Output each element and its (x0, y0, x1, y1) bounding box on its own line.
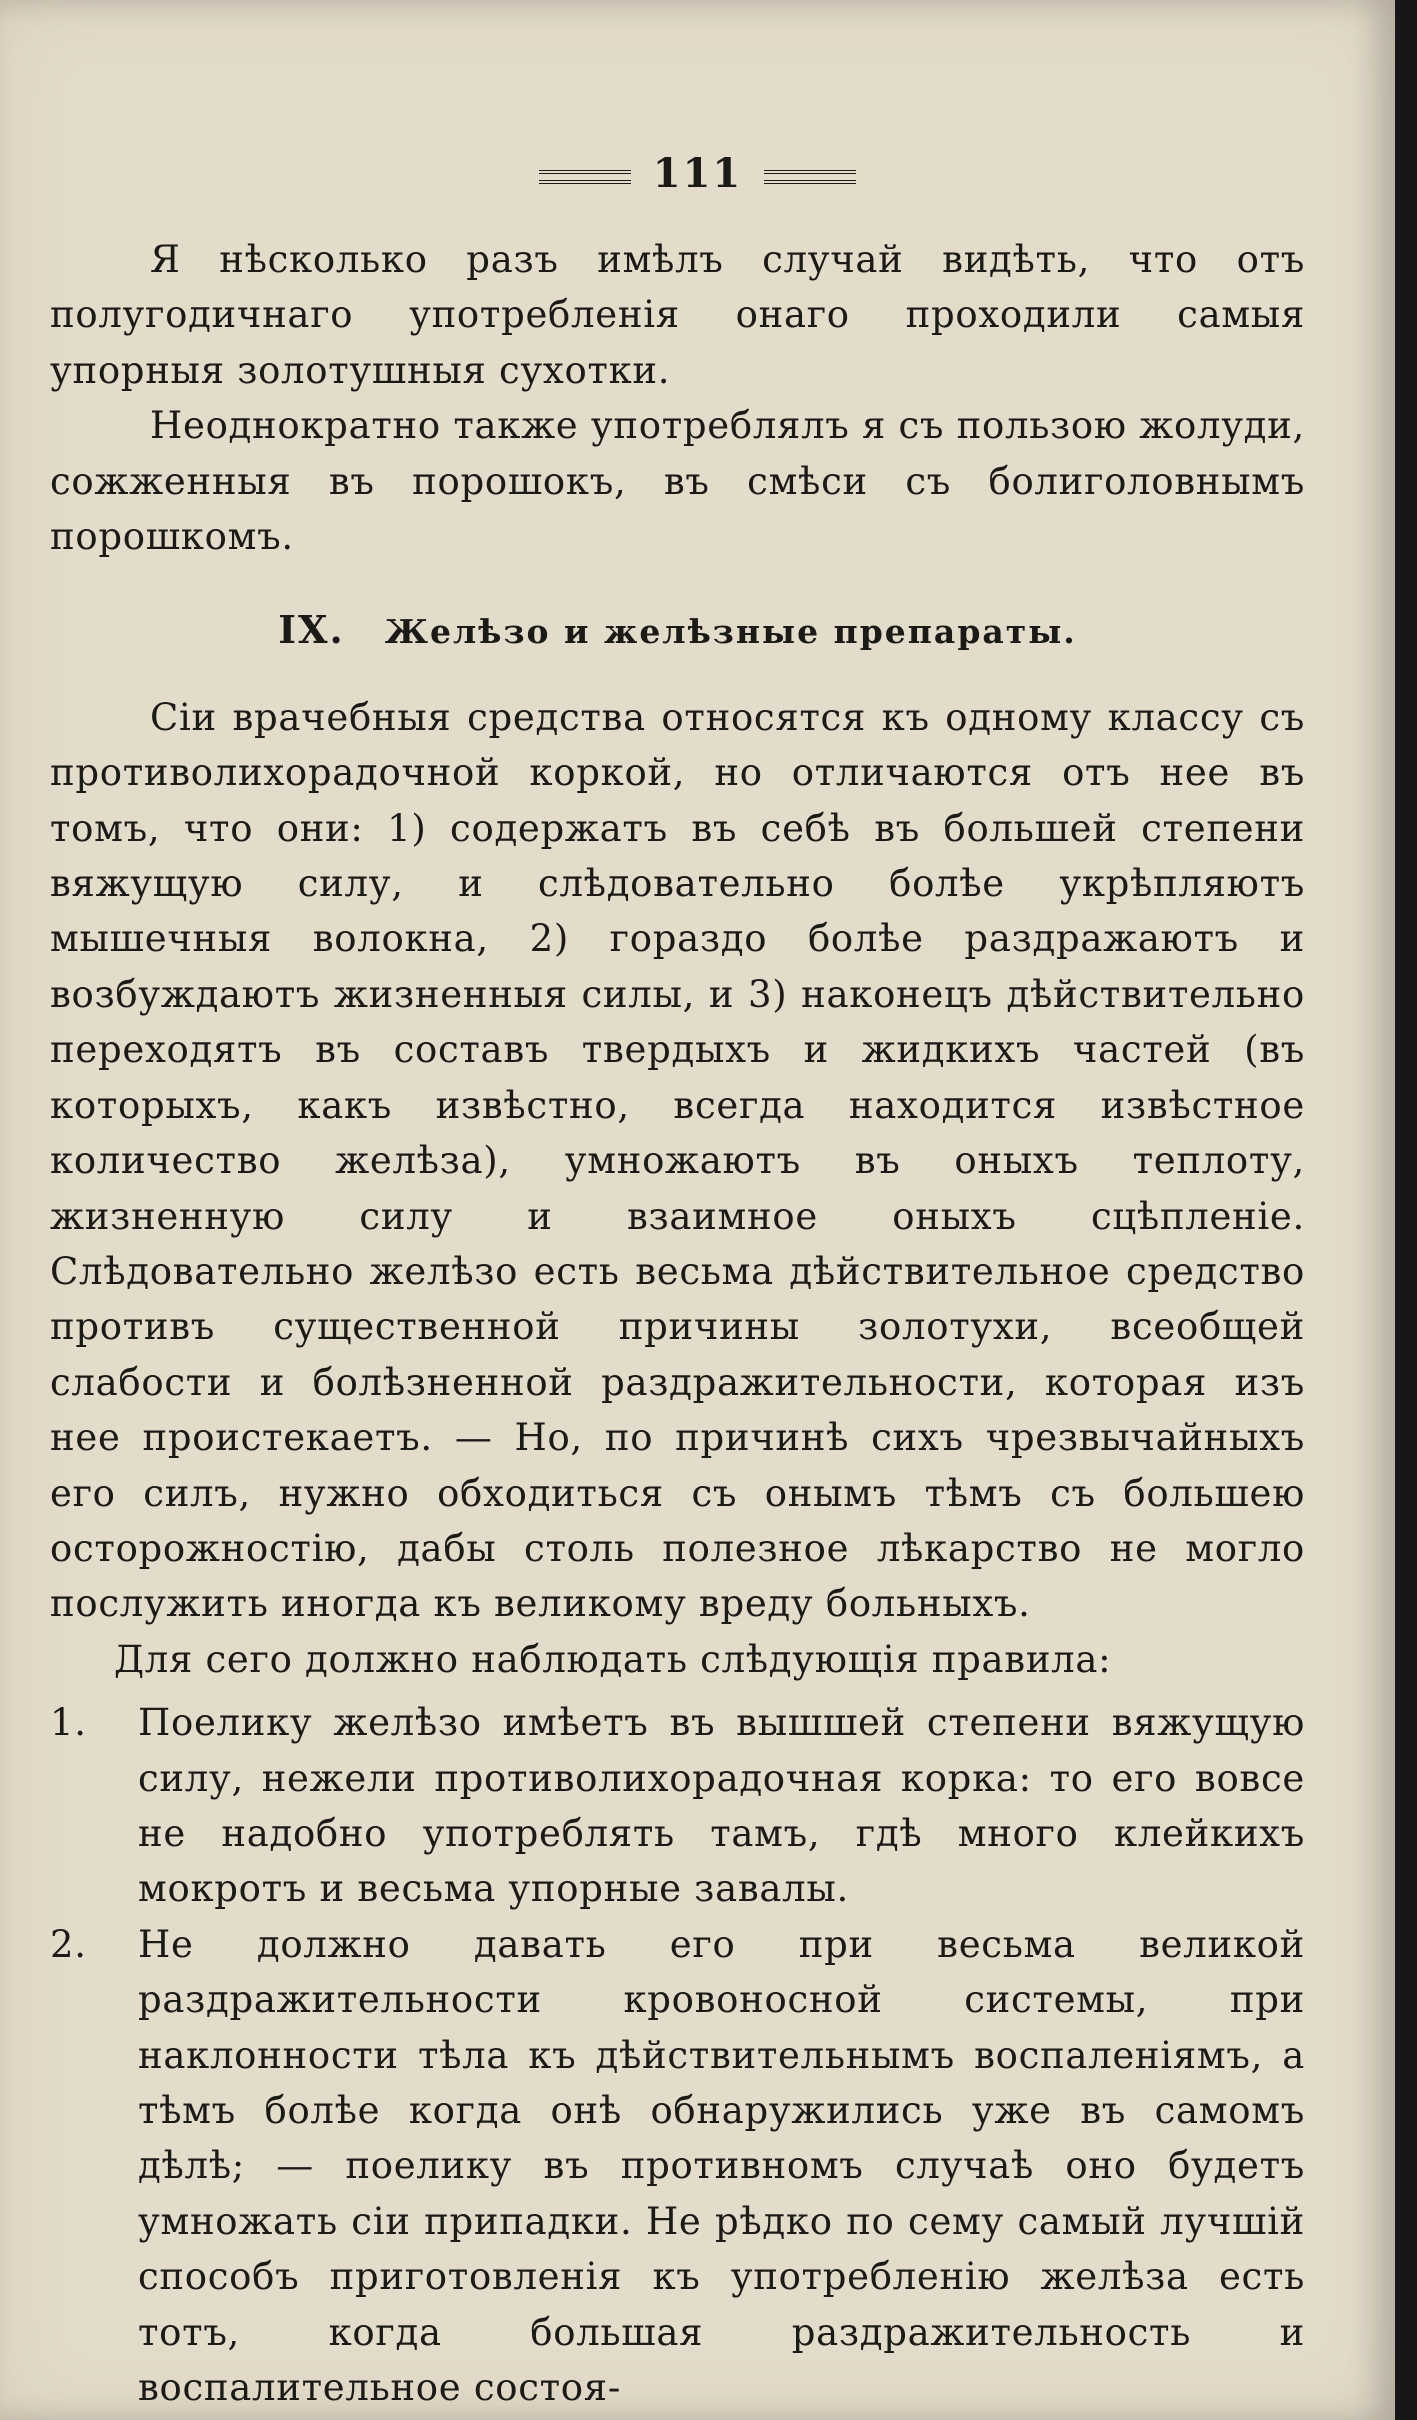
rule-item (50, 1695, 1305, 1917)
paragraph: Я нѣсколько разъ имѣлъ случай видѣть, что отъ полугодичнаго употребленія онаго проходили самыя упорныя золотушныя сухотки. (50, 238, 1305, 392)
rule-item (50, 1917, 1305, 2416)
page-header (0, 150, 1395, 197)
rule-number: 1. (50, 1701, 87, 1745)
body-text (50, 232, 1305, 2415)
section-heading (50, 602, 1305, 659)
paragraph: Сіи врачебныя средства относятся къ одному классу съ противолихорадочной коркой, но отличаются отъ нее въ томъ, что они: 1) содержатъ въ себѣ въ большей степени вяжущую силу, и слѣдовательно болѣе укрѣпляютъ мышечныя волокна, 2) гораздо болѣе раздражаютъ и возбуждаютъ жизненныя силы, и 3) наконецъ дѣйствительно переходятъ въ составъ твердыхъ и жидкихъ частей (въ которыхъ, какъ извѣстно, всегда находится извѣстное количество желѣза), умножаютъ въ оныхъ теплоту, жизненную силу и взаимное оныхъ сцѣпленіе. Слѣдовательно желѣзо есть весьма дѣйствительное средство противъ существенной причины золотухи, всеобщей слабости и болѣзненной раздражительности, которая изъ нее проистекаетъ. — Но, по причинѣ сихъ чрезвычайныхъ его силъ, нужно обходиться съ онымъ тѣмъ съ большею осторожностію, дабы столь полезное лѣкарство не могло послужить иногда къ великому вреду больныхъ. (50, 695, 1305, 1626)
rule-text: Поелику желѣзо имѣетъ въ вышшей степени вяжущую силу, нежели противолихорадочная корка: то его вовсе не надобно употреблять тамъ, гдѣ много клейкихъ мокротъ и весьма упорные завалы. (138, 1701, 1305, 1911)
rule-number: 2. (50, 1922, 87, 1966)
rule-text: Не должно давать его при весьма великой раздражительности кровоносной системы, при наклонности тѣла къ дѣйствительнымъ воспаленіямъ, а тѣмъ болѣе когда онѣ обнаружились уже въ самомъ дѣлѣ; — поелику въ противномъ случаѣ оно будетъ умножать сіи припадки. Не рѣдко по сему самый лучшій способъ приготовленія къ употребленію желѣза есть тотъ, когда большая раздражительность и воспалительное состоя- (138, 1922, 1305, 2410)
paragraph: Для сего должно наблюдать слѣдующія правила: (114, 1637, 1112, 1681)
ornament-rule-right (764, 170, 856, 184)
section-title: Желѣзо и желѣзные препараты. (384, 612, 1077, 652)
paragraph: Неоднократно также употреблялъ я съ пользою жолуди, сожженныя въ порошокъ, въ смѣси съ болиголовнымъ порошкомъ. (50, 404, 1305, 559)
section-number: IX. (278, 607, 345, 653)
page-number: 111 (652, 150, 743, 197)
ornament-rule-left (539, 170, 631, 184)
